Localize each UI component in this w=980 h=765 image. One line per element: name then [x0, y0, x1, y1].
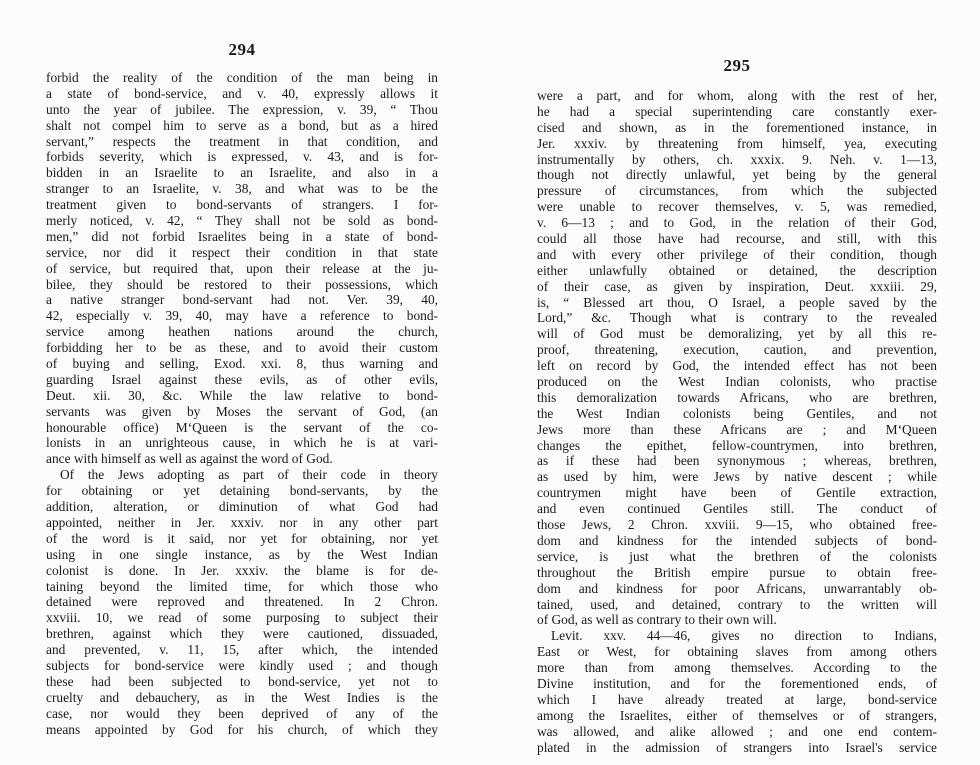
- text-line: cruelty and debauchery, as in the West Indies is the: [46, 689, 438, 705]
- text-line: of buying and selling, Exod. xxi. 8, thus warning and: [46, 356, 438, 372]
- text-line: 42, especially v. 39, 40, may have a reference to bond-: [46, 308, 438, 324]
- text-line: the West Indian colonists being Gentiles, and not: [537, 405, 937, 421]
- text-line: colonist is done. In Jer. xxxiv. the blame is for de-: [46, 562, 438, 578]
- text-line: changes the epithet, fellow-countrymen, into brethren,: [537, 437, 937, 453]
- text-line: Levit. xxv. 44—46, gives no direction to Indians,: [551, 628, 937, 644]
- text-line: though not directly unlawful, yet being by the general: [537, 167, 937, 183]
- page-number-right: 295: [723, 56, 751, 75]
- left-page: [46, 40, 438, 737]
- text-line: detained were reproved and threatened. In 2 Chron.: [46, 594, 438, 610]
- right-page: [537, 56, 937, 755]
- text-line: Jews more than these Africans are ; and M‘Queen: [537, 421, 937, 437]
- text-line: pressure of circumstances, from which the subjected: [537, 183, 937, 199]
- text-line: subjects for bond-service were kindly used ; and though: [46, 657, 438, 673]
- text-line: dom and kindness for poor Africans, unwarrantably ob-: [537, 580, 937, 596]
- text-line: of their case, as given by inspiration, Deut. xxxiii. 29,: [537, 278, 937, 294]
- text-line: xxviii. 10, we read of some purposing to subject their: [46, 610, 438, 626]
- text-line: either unlawfully obtained or detained, the description: [537, 262, 937, 278]
- text-line: servant,” respects the treatment in that condition, and: [46, 133, 438, 149]
- text-line: left on record by God, the intended effect has not been: [537, 358, 937, 374]
- text-line: is, “ Blessed art thou, O Israel, a people saved by the: [537, 294, 937, 310]
- right-page-text: [537, 88, 937, 755]
- text-line: could all those have had recourse, and still, with this: [537, 231, 937, 247]
- text-line: of God, as well as contrary to their own will.: [537, 612, 777, 628]
- text-line: a native stranger bond-servant had not. Ver. 39, 40,: [46, 292, 438, 308]
- text-line: using in one single instance, as by the West Indian: [46, 546, 438, 562]
- text-line: addition, alteration, or diminution of what God had: [46, 499, 438, 515]
- text-line: and prevented, v. 11, 15, after which, the intended: [46, 642, 438, 658]
- text-line: will of God must be demoralizing, yet by all this re-: [537, 326, 937, 342]
- text-line: and with every other privilege of their condition, though: [537, 246, 937, 262]
- text-line: as used by him, were Jews by native descent ; while: [537, 469, 937, 485]
- text-line: a state of bond-service, and v. 40, expressly allows it: [46, 85, 438, 101]
- text-line: treatment given to bond-servants of strangers. I for-: [46, 197, 438, 213]
- text-line: stranger to an Israelite, v. 38, and what was to be the: [46, 181, 438, 197]
- text-line: bidden in an Israelite to an Israelite, and also in a: [46, 165, 438, 181]
- text-line: appointed, neither in Jer. xxxiv. nor in any other part: [46, 514, 438, 530]
- text-line: Of the Jews adopting as part of their code in theory: [60, 467, 438, 483]
- text-line: taining beyond the limited time, for which those who: [46, 578, 438, 594]
- text-line: Divine institution, and for the forementioned ends, of: [537, 675, 937, 691]
- text-line: shalt not compel him to serve as a bond, but as a hired: [46, 117, 438, 133]
- text-line: merly noticed, v. 42, “ They shall not be sold as bond-: [46, 213, 438, 229]
- text-line: was allowed, and alike allowed ; and one end contem-: [537, 723, 937, 739]
- text-line: unto the year of jubilee. The expression, v. 39, “ Thou: [46, 101, 438, 117]
- text-line: servants was given by Moses the servant of God, (an: [46, 403, 438, 419]
- text-line: which I have already treated at large, bond-service: [537, 691, 937, 707]
- text-line: ance with himself as well as against the word of God.: [46, 451, 333, 467]
- text-line: Jer. xxxiv. by threatening from himself, yea, executing: [537, 135, 937, 151]
- text-line: v. 6—13 ; and to God, in the relation of their God,: [537, 215, 937, 231]
- text-line: were a part, and for whom, along with the rest of her,: [537, 88, 937, 103]
- text-line: were unable to recover themselves, v. 5, was remedied,: [537, 199, 937, 215]
- text-line: cised and shown, as in the forementioned instance, in: [537, 119, 937, 135]
- text-line: Deut. xii. 30, &c. While the law relative to bond-: [46, 387, 438, 403]
- text-line: means appointed by God for his church, of which they: [46, 721, 438, 737]
- text-line: of service, but required that, upon their release at the ju-: [46, 260, 438, 276]
- text-line: case, nor would they been deprived of any of the: [46, 705, 438, 721]
- text-line: as if these had been synonymous ; whereas, brethren,: [537, 453, 937, 469]
- text-line: among the Israelites, either of themselves or of strangers,: [537, 707, 937, 723]
- text-line: produced on the West Indian colonists, who practise: [537, 374, 937, 390]
- text-line: bilee, they should be restored to their possessions, which: [46, 276, 438, 292]
- text-line: those Jews, 2 Chron. xxviii. 9—15, who obtained free-: [537, 517, 937, 533]
- text-line: and even continued Gentiles still. The conduct of: [537, 501, 937, 517]
- text-line: countrymen might have been of Gentile extraction,: [537, 485, 937, 501]
- text-line: throughout the British empire pursue to obtain free-: [537, 564, 937, 580]
- text-line: lonists in an unrighteous cause, in which he is at vari-: [46, 435, 438, 451]
- text-line: East or West, for obtaining slaves from among others: [537, 644, 937, 660]
- text-line: proof, threatening, execution, caution, and prevention,: [537, 342, 937, 358]
- text-line: honourable office) M‘Queen is the servant of the co-: [46, 419, 438, 435]
- left-page-text: [46, 70, 438, 737]
- text-line: these had been subjected to bond-service, yet not to: [46, 673, 438, 689]
- text-line: for obtaining or yet detaining bond-servants, by the: [46, 483, 438, 499]
- text-line: men,” did not forbid Israelites being in a state of bond-: [46, 228, 438, 244]
- text-line: tained, used, and detained, contrary to the written will: [537, 596, 937, 612]
- text-line: more than from among themselves. According to the: [537, 660, 937, 676]
- text-line: forbidding her to be as these, and to avoid their custom: [46, 340, 438, 356]
- text-line: of the word is it said, nor yet for obtaining, nor yet: [46, 530, 438, 546]
- text-line: forbids severity, which is expressed, v. 43, and is for-: [46, 149, 438, 165]
- text-line: he had a special superintending care constantly exer-: [537, 103, 937, 119]
- text-line: this demoralization towards Africans, who are brethren,: [537, 389, 937, 405]
- text-line: service, nor did it respect their condition in that state: [46, 244, 438, 260]
- text-line: service among heathen nations around the church,: [46, 324, 438, 340]
- text-line: service, is just what the brethren of the colonists: [537, 548, 937, 564]
- page-number-left: 294: [228, 40, 256, 59]
- text-line: Lord,” &c. Though what is contrary to the revealed: [537, 310, 937, 326]
- text-line: guarding Israel against these evils, as of other evils,: [46, 371, 438, 387]
- text-line: plated in the admission of strangers into Israel's service: [537, 739, 937, 755]
- text-line: forbid the reality of the condition of the man being in: [46, 70, 438, 85]
- text-line: instrumentally by others, ch. xxxix. 9. Neh. v. 1—13,: [537, 151, 937, 167]
- text-line: dom and kindness for the intended subjects of bond-: [537, 532, 937, 548]
- text-line: brethren, against which they were cautioned, dissuaded,: [46, 626, 438, 642]
